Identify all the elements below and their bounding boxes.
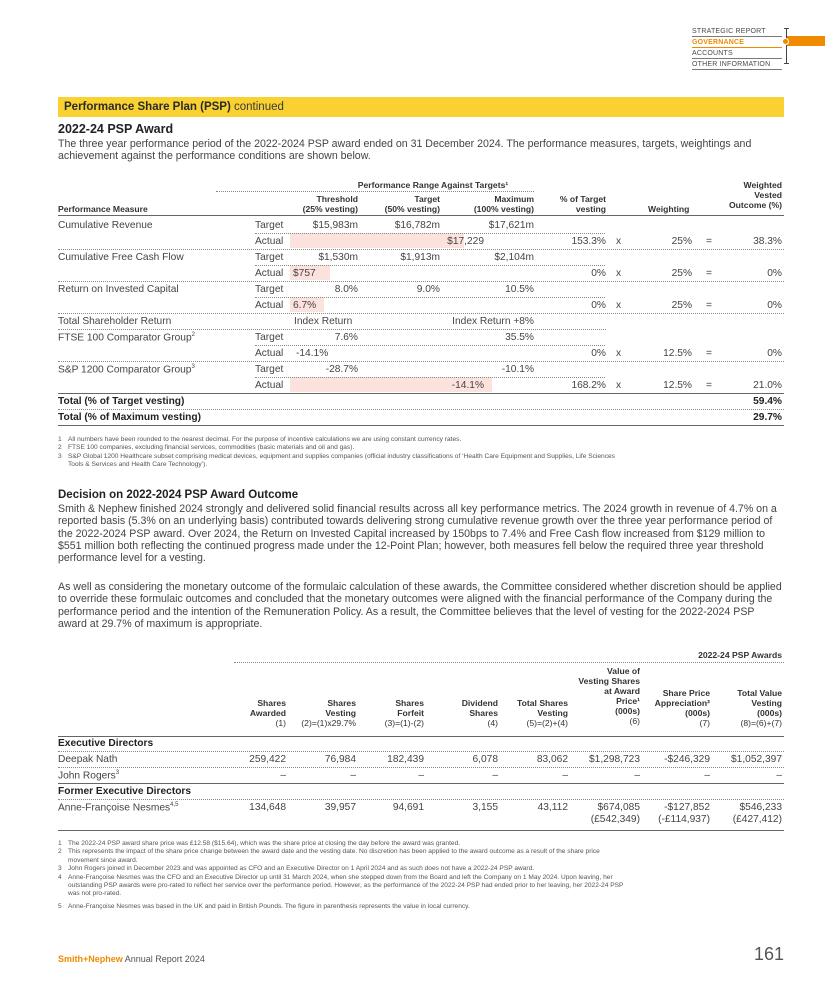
group-rule: [234, 662, 784, 663]
decision-paragraph-2: As well as considering the monetary outcome of the formulaic calculation of these awards, the Committee considered whether discretion should be applied to override these formulaic outcomes and concluded that the monetary outcomes were aligned with the financial performance of the Company during the performance period and the intention of the Remuneration Policy. As a result, the Committee believes that the level of vesting for the 2022-2024 PSP award at 29.7% of maximum is appropriate.: [58, 581, 782, 630]
revenue-target: $16,782m: [394, 220, 440, 231]
footnote: 3 John Rogers joined in December 2023 and was appointed as CFO and an Executive Director on 1 April 2024 and as such does not have a 2022-24 PSP award.: [58, 865, 535, 873]
awards-group-header: 2022-24 PSP Awards: [698, 650, 782, 660]
footnote: 2 This represents the impact of the share price change between the award date and the vesting date. No discretion has been applied to the award outcome as a result of the share price: [58, 848, 600, 856]
ftse-actual-label: Actual: [255, 348, 284, 359]
fcf-label: Cumulative Free Cash Flow: [58, 252, 184, 263]
footnote-cont: was not pro-rated.: [68, 890, 122, 898]
fcf-maximum: $2,104m: [494, 252, 534, 263]
ftse-actual: -14.1%: [296, 348, 329, 359]
sp-actual: -14.1%: [451, 380, 484, 391]
cell: 76,984: [324, 754, 356, 765]
fcf-actual: $757: [293, 268, 316, 279]
revenue-maximum: $17,621m: [488, 220, 534, 231]
equals-sign: =: [706, 236, 712, 247]
tsr-index-return: Index Return: [294, 316, 353, 327]
total-target-label: Total (% of Target vesting): [58, 396, 185, 407]
col-share-price-appreciation: Share Price Appreciation² (000s) (7): [654, 688, 710, 728]
cell-local: (£542,349): [590, 814, 640, 825]
award-title: 2022-24 PSP Award: [58, 122, 174, 136]
revenue-actual-label: Actual: [255, 236, 284, 247]
footnote-cont: Tools & Services and Health Care Technology’).: [68, 461, 208, 469]
footnote-cont: outstanding PSP awards were pro-rated to reflect her service over the performance period. However, as the performance of the 2022-24 PSP had ended prior to her leaving, her 2022-24 PSP: [68, 882, 624, 890]
footnote: 1 All numbers have been rounded to the nearest decimal. For the purpose of incentive calculations we are using constant currency rates.: [58, 436, 462, 443]
sp-pct: 168.2%: [571, 380, 606, 391]
revenue-threshold: $15,983m: [312, 220, 358, 231]
col-total-value-vesting: Total Value Vesting (000s) (8)=(6)+(7): [737, 688, 782, 728]
header-rule: [58, 215, 784, 216]
decision-paragraph-1: Smith & Nephew finished 2024 strongly and delivered solid financial results across all key performance metrics. The 2024 growth in revenue of 4.7% on a reported basis (5.3% on an underlying basis) contributed towards delivering strong cumulative revenue growth over the three year performance period of the 2022-2024 PSP award. Over 2024, the Return on Invested Capital increased by 150bps to 7.4% and Free Cash flow increased from $129 million to $551 million both reflecting the continued progress made under the 12-Point Plan; however, both measures fell below the required three year threshold performance level for a vesting.: [58, 503, 777, 565]
sp-target-label: Target: [255, 364, 284, 375]
section-nav: [692, 26, 782, 70]
fcf-pct: 0%: [591, 268, 606, 279]
section-banner: [58, 97, 784, 117]
revenue-actual: $17,229: [447, 236, 484, 247]
equals-sign: =: [706, 348, 712, 359]
group-rule: [216, 191, 534, 192]
cell: –: [418, 770, 424, 781]
cell: –: [562, 770, 568, 781]
row-rule: [58, 313, 784, 314]
ftse-target-label: Target: [255, 332, 284, 343]
row-rule: [58, 329, 606, 330]
row-rule: [58, 249, 784, 250]
cell-local: (-£114,937): [658, 814, 710, 825]
fcf-weight: 25%: [671, 268, 692, 279]
total-max-label: Total (% of Maximum vesting): [58, 412, 202, 423]
roic-threshold: 8.0%: [334, 284, 358, 295]
fcf-threshold: $1,530m: [318, 252, 358, 263]
col-total-shares-vesting: Total Shares Vesting (5)=(2)+(4): [517, 698, 568, 728]
equals-sign: =: [706, 380, 712, 391]
award-intro: The three year performance period of the 2022-2024 PSP award ended on 31 December 2024. The performance measures, targets, weightings and achievement against the performance conditions are shown below.: [58, 138, 752, 163]
pct-target-header: % of Target vesting: [559, 194, 606, 214]
nav-tick: [784, 63, 789, 64]
sp-outcome: 21.0%: [753, 380, 782, 391]
cell: $674,085: [597, 802, 640, 813]
cell: 83,062: [536, 754, 568, 765]
cell: –: [704, 770, 710, 781]
row-rule: [58, 751, 784, 752]
cell: –: [280, 770, 286, 781]
row-rule: [255, 345, 605, 346]
header-rule: [58, 736, 784, 737]
sp-actual-label: Actual: [255, 380, 284, 391]
threshold-header: Threshold (25% vesting): [302, 194, 358, 214]
ftse-outcome: 0%: [767, 348, 782, 359]
weighted-header: Weighted Vested Outcome (%): [729, 180, 782, 210]
roic-target-label: Target: [255, 284, 284, 295]
footnote: 3 S&P Global 1200 Healthcare subset comprising medical devices, equipment and supplies companies (official industry classifications of ‘Health Care Equipment and Supplies, Life Sciences: [58, 452, 615, 460]
nav-governance[interactable]: GOVERNANCE: [692, 37, 782, 48]
times-sign: x: [616, 236, 622, 247]
row-rule: [58, 281, 784, 282]
nav-rail: [786, 28, 787, 64]
weighting-header: Weighting: [648, 204, 690, 214]
revenue-weight: 25%: [671, 236, 692, 247]
page-number: 161: [753, 944, 784, 964]
former-directors-heading: Former Executive Directors: [58, 786, 192, 797]
roic-maximum: 10.5%: [505, 284, 534, 295]
brand-logo-text: Smith+Nephew: [58, 954, 123, 964]
row-rule: [255, 265, 605, 266]
col-shares-forfeit: Shares Forfeit (3)=(1)-(2): [384, 698, 424, 728]
cell: $1,298,723: [589, 754, 640, 765]
cell: –: [634, 770, 640, 781]
report-title: Annual Report 2024: [122, 954, 205, 964]
total-max-value: 29.7%: [753, 412, 782, 423]
row-name: Deepak Nath: [58, 754, 118, 765]
row-rule: [58, 361, 784, 362]
cell: 39,957: [324, 802, 356, 813]
nav-active-tab: [787, 36, 825, 46]
cell: –: [350, 770, 356, 781]
times-sign: x: [616, 348, 622, 359]
row-name: John Rogers$^3$: [58, 770, 120, 782]
sp-label: S&P 1200 Comparator Group$^3$: [58, 364, 195, 376]
ftse-label: FTSE 100 Comparator Group$^2$: [58, 332, 195, 344]
footnote: 5 Anne-Françoise Nesmes was based in the UK and paid in British Pounds. The figure in parenthesis represents the value in local currency.: [58, 902, 470, 910]
maximum-header: Maximum (100% vesting): [473, 194, 534, 214]
roic-actual-label: Actual: [255, 300, 284, 311]
sp-maximum: -10.1%: [501, 364, 534, 375]
col-shares-awarded: Shares Awarded (1): [249, 698, 286, 728]
row-rule: [58, 767, 784, 768]
banner-continued: continued: [230, 101, 284, 113]
fcf-actual-label: Actual: [255, 268, 284, 279]
row-name: Anne-Françoise Nesmes$^{4,5}$: [58, 802, 179, 814]
row-rule: [58, 799, 784, 800]
roic-weight: 25%: [671, 300, 692, 311]
equals-sign: =: [706, 268, 712, 279]
roic-pct: 0%: [591, 300, 606, 311]
ftse-pct: 0%: [591, 348, 606, 359]
row-rule: [255, 297, 605, 298]
nav-active-dot: [782, 38, 789, 45]
ftse-maximum: 35.5%: [505, 332, 534, 343]
revenue-target-label: Target: [255, 220, 284, 231]
cell-local: (£427,412): [732, 814, 782, 825]
cell: –: [776, 770, 782, 781]
roic-target: 9.0%: [416, 284, 440, 295]
footnote-cont: movement since award.: [68, 856, 138, 864]
times-sign: x: [616, 380, 622, 391]
equals-sign: =: [706, 300, 712, 311]
decision-title: Decision on 2022-2024 PSP Award Outcome: [58, 489, 299, 501]
cell: 6,078: [472, 754, 498, 765]
row-rule: [58, 409, 784, 410]
col-value-vesting-shares: Value of Vesting Shares at Award Price¹ (000s) (6): [578, 666, 640, 726]
table-bottom-rule: [58, 830, 784, 831]
fcf-outcome: 0%: [767, 268, 782, 279]
row-rule: [255, 377, 605, 378]
row-rule: [58, 393, 784, 394]
cell: 182,439: [387, 754, 424, 765]
tsr-label: Total Shareholder Return: [58, 316, 172, 327]
nav-other-information[interactable]: OTHER INFORMATION: [692, 59, 782, 70]
cell: -$127,852: [664, 802, 710, 813]
revenue-outcome: 38.3%: [753, 236, 782, 247]
cell: 43,112: [537, 802, 568, 813]
perf-range-header: Performance Range Against Targets¹: [357, 180, 509, 190]
cell: 3,155: [472, 802, 498, 813]
col-dividend-shares: Dividend Shares (4): [461, 698, 498, 728]
footer-brand: [58, 954, 205, 964]
fcf-target: $1,913m: [400, 252, 440, 263]
nav-accounts[interactable]: ACCOUNTS: [692, 48, 782, 59]
table-bottom-rule: [58, 425, 784, 426]
cell: 259,422: [249, 754, 286, 765]
footnote: 1 The 2022-24 PSP award share price was £12.58 ($15.64), which was the share price at closing the day before the award was granted.: [58, 840, 461, 847]
col-shares-vesting: Shares Vesting (2)=(1)x29.7%: [301, 698, 356, 728]
cell: -$246,329: [664, 754, 710, 765]
tsr-index-plus: Index Return +8%: [452, 316, 534, 327]
total-target-value: 59.4%: [753, 396, 782, 407]
ftse-threshold: 7.6%: [334, 332, 358, 343]
measure-header: Performance Measure: [58, 204, 148, 214]
banner-title: Performance Share Plan (PSP): [64, 101, 231, 113]
times-sign: x: [616, 300, 622, 311]
footnote: 2 FTSE 100 companies, excluding financial services, commodities (basic materials and oil and gas).: [58, 444, 355, 452]
times-sign: x: [616, 268, 622, 279]
exec-directors-heading: Executive Directors: [58, 738, 154, 749]
sp-weight: 12.5%: [663, 380, 692, 391]
fcf-target-label: Target: [255, 252, 284, 263]
cell: 134,648: [249, 802, 286, 813]
revenue-label: Cumulative Revenue: [58, 220, 153, 231]
award-footnotes: [58, 840, 788, 911]
target-header: Target (50% vesting): [384, 194, 440, 214]
roic-actual: 6.7%: [293, 300, 317, 311]
row-rule: [58, 783, 784, 784]
cell: $546,233: [739, 802, 782, 813]
revenue-pct: 153.3%: [571, 236, 606, 247]
footnote: 4 Anne-Françoise Nesmes was the CFO and an Executive Director up until 31 March 2024, when she stepped down from the Board and left the Company on 1 May 2024. Upon leaving, her: [58, 873, 613, 881]
cell: 94,691: [392, 802, 424, 813]
roic-outcome: 0%: [767, 300, 782, 311]
sp-threshold: -28.7%: [325, 364, 358, 375]
perf-footnotes: [58, 436, 788, 470]
roic-label: Return on Invested Capital: [58, 284, 179, 295]
ftse-weight: 12.5%: [663, 348, 692, 359]
row-rule: [255, 233, 605, 234]
cell: $1,052,397: [731, 754, 782, 765]
nav-strategic-report[interactable]: STRATEGIC REPORT: [692, 26, 782, 37]
nav-tick: [784, 28, 789, 29]
cell: –: [492, 770, 498, 781]
